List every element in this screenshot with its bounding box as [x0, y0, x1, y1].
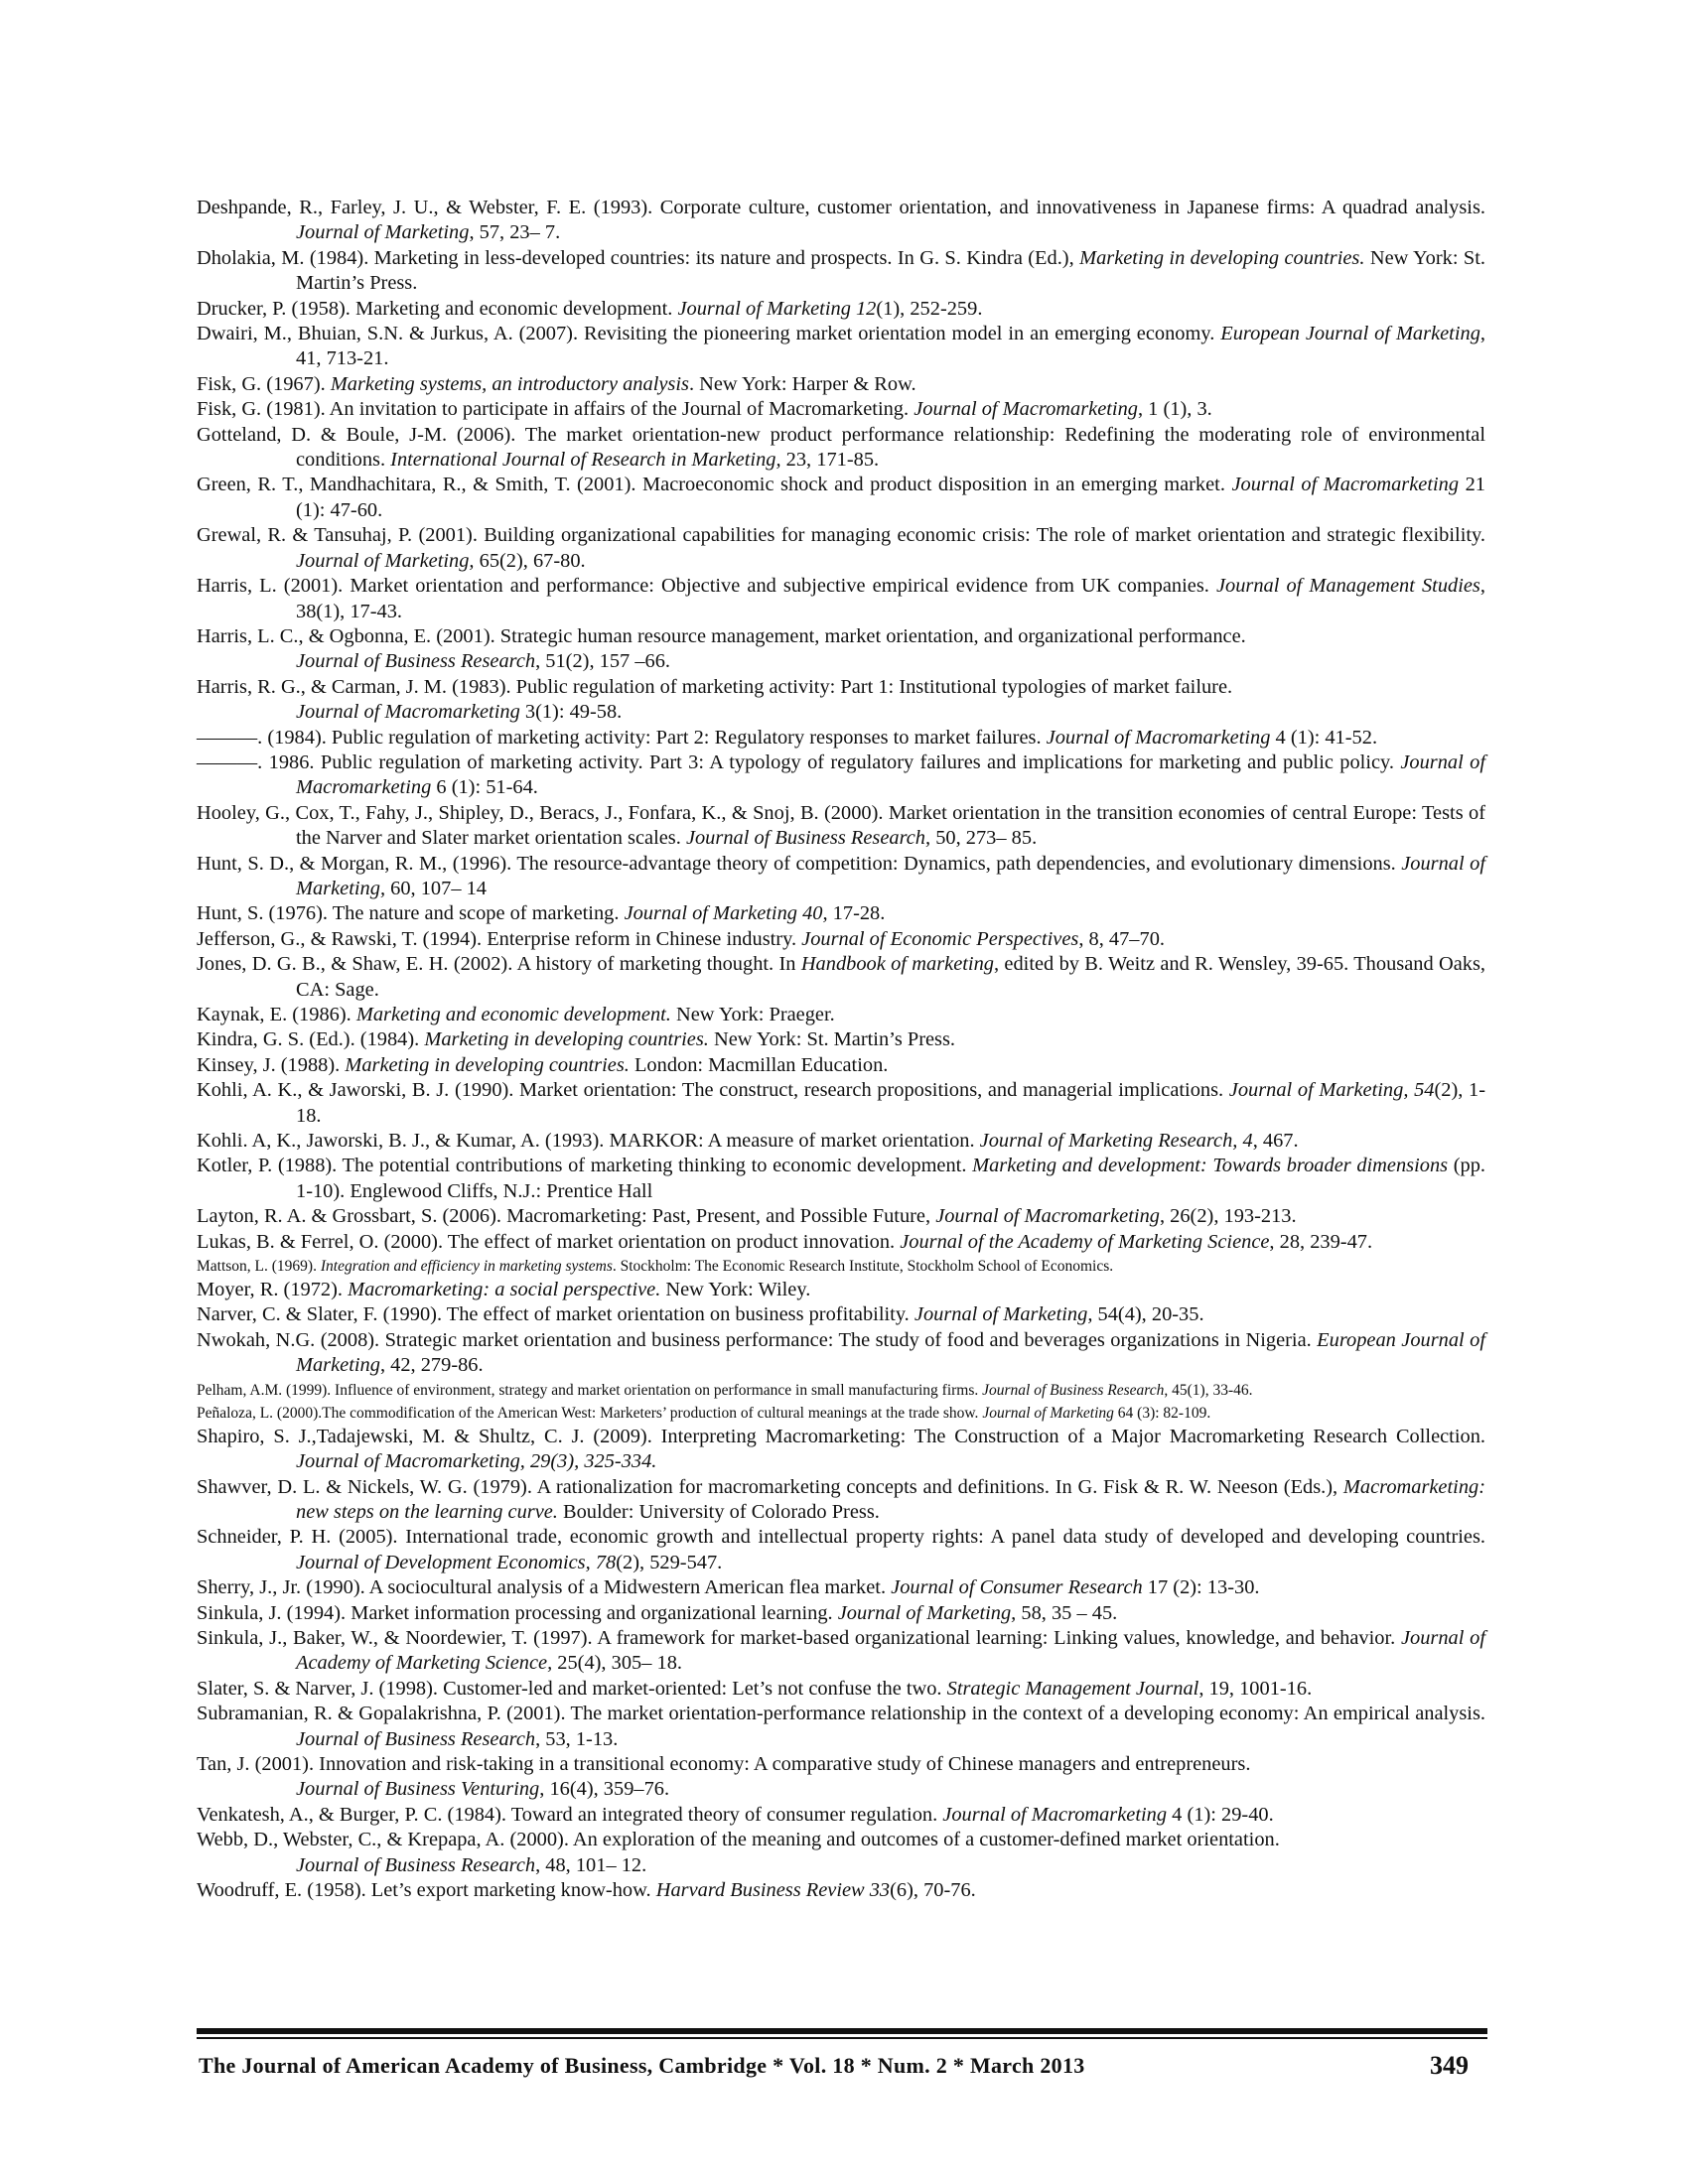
reference-entry [197, 322, 1485, 372]
reference-text: Shapiro, S. J.,Tadajewski, M. & Shultz, C. J. (2009). Interpreting Macromarketing: The Construction of a Major Macromarketing Research Collection. [197, 1425, 1485, 1447]
reference-entry [197, 1702, 1485, 1752]
reference-text: Boulder: University of Colorado Press. [557, 1500, 880, 1523]
reference-text: Kinsey, J. (1988). [197, 1053, 346, 1076]
reference-entry [197, 246, 1485, 297]
reference-text: Hooley, G., Cox, T., Fahy, J., Shipley, D., Beracs, J., Fonfara, K., & Snoj, B. (2000). Market orientation in the transition economies of central Europe: Tests of the Narver and Slater market orientation scales. [197, 801, 1485, 850]
reference-text: Peñaloza, L. (2000).The commodification of the American West: Marketers’ production of cultural meanings at the trade show. [197, 1404, 983, 1422]
reference-entry [197, 397, 1485, 422]
reference-text: Grewal, R. & Tansuhaj, P. (2001). Building organizational capabilities for managing economic crisis: The role of market orientation and strategic flexibility. [197, 524, 1485, 547]
reference-text: Deshpande, R., Farley, J. U., & Webster, F. E. (1993). Corporate culture, customer orientation, and innovativeness in Japanese firms: A quadrad analysis. [197, 197, 1485, 218]
reference-text: , 57, 23– 7. [469, 221, 561, 244]
reference-text: Harris, L. (2001). Market orientation and performance: Objective and subjective empirical evidence from UK companies. [197, 575, 1216, 598]
reference-source-title: Journal of Macromarketing [914, 398, 1138, 421]
reference-text: 6 (1): 51-64. [431, 776, 538, 799]
footer-journal-info: The Journal of American Academy of Business, Cambridge * Vol. 18 * Num. 2 * March 2013 [199, 2053, 1085, 2078]
reference-text: Green, R. T., Mandhachitara, R., & Smith, T. (2001). Macroeconomic shock and product disposition in an emerging market. [197, 474, 1232, 496]
reference-source-title: Journal of Marketing 12 [677, 297, 877, 320]
reference-text: Lukas, B. & Ferrel, O. (2000). The effect of market orientation on product innovation. [197, 1230, 901, 1253]
reference-entry [197, 1626, 1485, 1677]
reference-source-title: Journal of the Academy of Marketing Science [900, 1230, 1270, 1253]
reference-entry [197, 1601, 1485, 1626]
reference-entry [197, 624, 1485, 675]
reference-entry [197, 801, 1485, 852]
reference-entry [197, 423, 1485, 474]
reference-text: Narver, C. & Slater, F. (1990). The effect of market orientation on business profitability. [197, 1303, 914, 1326]
reference-source-title: Macromarketing: new steps on the learning curve. [296, 1475, 1485, 1523]
footer-rule-thin [197, 2037, 1487, 2039]
reference-source-title: Marketing in developing countries. [345, 1053, 630, 1076]
reference-text: Gotteland, D. & Boule, J-M. (2006). The market orientation-new product performance relationship: Redefining the moderating role of environmental conditions. [197, 423, 1485, 472]
reference-text: Kotler, P. (1988). The potential contributions of marketing thinking to economic development. [197, 1155, 973, 1177]
reference-source-title: Marketing in developing countries. [424, 1028, 709, 1051]
reference-text: , edited by B. Weitz and R. Wensley, 39-65. Thousand Oaks, CA: Sage. [296, 953, 1485, 1001]
reference-source-title: Journal of Business Research [982, 1381, 1165, 1399]
reference-text: Webb, D., Webster, C., & Krepapa, A. (2000). An exploration of the meaning and outcomes of a customer-defined market orientation. [197, 1829, 1280, 1851]
reference-entry [197, 901, 1485, 926]
reference-source-title: Journal of Macromarketing [296, 701, 520, 724]
reference-text: Kohli. A, K., Jaworski, B. J., & Kumar, A. (1993). MARKOR: A measure of market orientation. [197, 1130, 980, 1153]
reference-text: , 48, 101– 12. [535, 1853, 647, 1876]
reference-entry [197, 372, 1485, 397]
reference-text: New York: St. Martin’s Press. [296, 246, 1485, 295]
reference-source-title: Journal of Development Economics, 78 [296, 1551, 617, 1573]
reference-source-title: Journal of Economic Perspectives [801, 927, 1079, 950]
reference-text: ———. 1986. Public regulation of marketing activity. Part 3: A typology of regulatory failures and implications for marketing and public policy. [197, 751, 1401, 773]
reference-text: Jones, D. G. B., & Shaw, E. H. (2002). A history of marketing thought. In [197, 953, 801, 976]
reference-entry [197, 1425, 1485, 1475]
reference-entry [197, 1003, 1485, 1027]
reference-entry [197, 675, 1485, 726]
reference-text: Sinkula, J., Baker, W., & Noordewier, T. (1997). A framework for market-based organizational learning: Linking values, knowledge, and behavior. [197, 1626, 1401, 1649]
reference-text: , 51(2), 157 –66. [535, 650, 671, 673]
reference-text: Woodruff, E. (1958). Let’s export marketing know-how. [197, 1879, 656, 1901]
reference-text: , 19, 1001-16. [1198, 1677, 1313, 1700]
reference-text: 3(1): 49-58. [519, 701, 623, 724]
reference-text: Mattson, L. (1969). [197, 1258, 321, 1276]
reference-entry [197, 1402, 1485, 1425]
reference-entry [197, 574, 1485, 624]
reference-source-title: Journal of Academy of Marketing Science, [296, 1626, 1485, 1675]
reference-entry [197, 1204, 1485, 1229]
reference-text: . New York: Harper & Row. [688, 372, 916, 395]
reference-text: Venkatesh, A., & Burger, P. C. (1984). Toward an integrated theory of consumer regulation. [197, 1803, 943, 1826]
reference-source-title: Journal of Marketing, [914, 1303, 1093, 1326]
reference-text: , 28, 239-47. [1269, 1230, 1373, 1253]
reference-text: Tan, J. (2001). Innovation and risk-taking in a transitional economy: A comparative study of Chinese managers and entrepreneurs. [197, 1752, 1251, 1775]
reference-text: Sherry, J., Jr. (1990). A sociocultural analysis of a Midwestern American flea market. [197, 1576, 892, 1599]
reference-text: (2), 529-547. [616, 1551, 723, 1573]
reference-source-title: Journal of Macromarketing [935, 1205, 1160, 1228]
reference-text: , 1 (1), 3. [1137, 398, 1212, 421]
reference-text: (6), 70-76. [890, 1879, 976, 1901]
reference-source-title: Journal of Marketing [982, 1404, 1114, 1422]
reference-entry [197, 1053, 1485, 1078]
reference-source-title: Journal of Business Research, [685, 827, 931, 850]
reference-source-title: Journal of Marketing [296, 221, 470, 244]
reference-source-title: European Journal of Marketing [296, 1328, 1485, 1377]
reference-entry [197, 927, 1485, 952]
reference-source-title: Marketing in developing countries. [1079, 246, 1365, 269]
reference-text: Dwairi, M., Bhuian, S.N. & Jurkus, A. (2007). Revisiting the pioneering market orientation model in an emerging economy. [197, 323, 1221, 345]
reference-source-title: Journal of Marketing, 54 [1228, 1079, 1435, 1102]
reference-text: 64 (3): 82-109. [1113, 1404, 1211, 1422]
reference-source-title: Journal of Marketing, [296, 549, 475, 572]
reference-source-title: Journal of Macromarketing [1046, 726, 1271, 749]
reference-entry [197, 196, 1485, 246]
reference-source-title: Journal of Marketing, [837, 1601, 1017, 1624]
reference-entry [197, 1078, 1485, 1129]
reference-text: Drucker, P. (1958). Marketing and economic development. [197, 297, 678, 320]
reference-source-title: Strategic Management Journal [946, 1677, 1199, 1700]
reference-text: , 16(4), 359–76. [539, 1778, 670, 1801]
reference-text: 58, 35 – 45. [1016, 1601, 1118, 1624]
reference-text: 21 (1): 47-60. [296, 474, 1485, 521]
page-number: 349 [1430, 2051, 1469, 2080]
reference-text: Hunt, S. D., & Morgan, R. M., (1996). The resource-advantage theory of competition: Dynamics, path dependencies, and evolutionary dimensions. [197, 852, 1402, 875]
reference-text: Fisk, G. (1967). [197, 372, 331, 395]
reference-text: Schneider, P. H. (2005). International trade, economic growth and intellectual property rights: A panel data study of developed and developing countries. [197, 1526, 1485, 1549]
reference-text: 4 (1): 41-52. [1270, 726, 1378, 749]
reference-source-title: Journal of Marketing Research, 4 [979, 1130, 1253, 1153]
reference-text: , 41, 713-21. [296, 323, 1485, 370]
reference-text: Harris, L. C., & Ogbonna, E. (2001). Strategic human resource management, market orientation, and organizational performance. [197, 624, 1246, 647]
reference-text: Slater, S. & Narver, J. (1998). Customer-led and market-oriented: Let’s not confuse the two. [197, 1677, 947, 1700]
reference-text: , 53, 1-13. [535, 1727, 619, 1750]
reference-text: Nwokah, N.G. (2008). Strategic market orientation and business performance: The study of food and beverages organizations in Nigeria. [197, 1328, 1318, 1351]
reference-entry [197, 523, 1485, 574]
reference-entry [197, 1129, 1485, 1154]
reference-text: 60, 107– 14 [385, 877, 487, 899]
reference-text: Layton, R. A. & Grossbart, S. (2006). Macromarketing: Past, Present, and Possible Future, [197, 1205, 936, 1228]
reference-text: (2), 1-18. [296, 1079, 1485, 1127]
reference-text: Jefferson, G., & Rawski, T. (1994). Enterprise reform in Chinese industry. [197, 927, 802, 950]
reference-entry [197, 1154, 1485, 1204]
reference-text: Harris, R. G., & Carman, J. M. (1983). Public regulation of marketing activity: Part 1: Institutional typologies of market failure. [197, 675, 1233, 698]
reference-entry [197, 1278, 1485, 1302]
reference-text: , 467. [1252, 1130, 1299, 1153]
reference-entry [197, 1575, 1485, 1600]
reference-source-title: Journal of Marketing, [296, 852, 1486, 899]
reference-entry [197, 1752, 1485, 1803]
reference-text: New York: St. Martin’s Press. [708, 1028, 956, 1051]
reference-entry [197, 1379, 1485, 1402]
reference-source-title: Marketing and development: Towards broader dimensions [972, 1155, 1449, 1177]
reference-text: , 45(1), 33-46. [1164, 1381, 1253, 1399]
reference-text: New York: Praeger. [670, 1004, 835, 1025]
reference-text: 54(4), 20-35. [1092, 1303, 1204, 1326]
reference-entry [197, 473, 1485, 523]
reference-text: 4 (1): 29-40. [1167, 1803, 1274, 1826]
reference-entry [197, 1255, 1485, 1278]
reference-text: 50, 273– 85. [930, 827, 1038, 850]
reference-text: . Stockholm: The Economic Research Institute, Stockholm School of Economics. [612, 1258, 1114, 1276]
reference-text: Sinkula, J. (1994). Market information processing and organizational learning. [197, 1601, 838, 1624]
reference-entry [197, 1803, 1485, 1828]
reference-entry [197, 1525, 1485, 1575]
reference-text: 65(2), 67-80. [474, 549, 586, 572]
reference-entry [197, 852, 1485, 902]
reference-entry [197, 1328, 1485, 1379]
reference-text: Kohli, A. K., & Jaworski, B. J. (1990). Market orientation: The construct, research propositions, and managerial implications. [197, 1079, 1229, 1102]
reference-entry [197, 952, 1485, 1003]
reference-source-title: Macromarketing: a social perspective. [348, 1279, 661, 1301]
reference-text: 17 (2): 13-30. [1142, 1576, 1260, 1599]
reference-text: ———. (1984). Public regulation of marketing activity: Part 2: Regulatory responses to market failures. [197, 726, 1047, 749]
reference-text: 17-28. [827, 902, 886, 925]
reference-source-title: Journal of Marketing 40, [624, 902, 828, 925]
reference-source-title: Marketing systems, an introductory analysis [330, 372, 689, 395]
reference-text: Dholakia, M. (1984). Marketing in less-developed countries: its nature and prospects. In G. S. Kindra (Ed.), [197, 246, 1080, 269]
reference-source-title: European Journal of Marketing [1220, 323, 1480, 345]
reference-text: Hunt, S. (1976). The nature and scope of marketing. [197, 902, 625, 925]
reference-entry [197, 1302, 1485, 1327]
reference-text: London: Macmillan Education. [629, 1053, 889, 1076]
reference-entry [197, 1475, 1485, 1526]
reference-text: Shawver, D. L. & Nickels, W. G. (1979). A rationalization for macromarketing concepts and definitions. In G. Fisk & R. W. Neeson (Eds.), [197, 1475, 1343, 1498]
reference-entry [197, 1828, 1485, 1878]
footer-rule [197, 2028, 1487, 2034]
reference-source-title: Journal of Macromarketing, 29(3), 325-334. [296, 1450, 657, 1473]
reference-text: (pp. 1-10). Englewood Cliffs, N.J.: Prentice Hall [296, 1155, 1485, 1202]
reference-text: , 38(1), 17-43. [296, 575, 1485, 622]
reference-entry [197, 1230, 1485, 1255]
reference-text: , 42, 279-86. [379, 1354, 484, 1377]
reference-entry [197, 726, 1485, 751]
reference-source-title: Harvard Business Review 33 [655, 1879, 891, 1901]
reference-source-title: Journal of Business Venturing [296, 1778, 540, 1801]
reference-text: Kaynak, E. (1986). [197, 1004, 356, 1025]
reference-source-title: Handbook of marketing [800, 953, 994, 976]
reference-list [197, 196, 1485, 1903]
reference-source-title: Journal of Macromarketing [1231, 474, 1460, 496]
reference-text: Pelham, A.M. (1999). Influence of environment, strategy and market orientation on performance in small manufacturing firms. [197, 1381, 983, 1399]
reference-text: Moyer, R. (1972). [197, 1279, 349, 1301]
reference-entry [197, 1878, 1485, 1903]
reference-source-title: Journal of Consumer Research [891, 1576, 1143, 1599]
reference-source-title: Journal of Macromarketing [296, 751, 1486, 799]
reference-text: (1), 252-259. [876, 297, 983, 320]
reference-text: Kindra, G. S. (Ed.). (1984). [197, 1028, 425, 1051]
reference-source-title: Marketing and economic development. [355, 1004, 671, 1025]
reference-text: Subramanian, R. & Gopalakrishna, P. (2001). The market orientation-performance relationship in the context of a developing economy: An empirical analysis. [197, 1703, 1485, 1725]
reference-entry [197, 297, 1485, 322]
reference-text: 23, 171-85. [780, 449, 880, 472]
reference-text: , 26(2), 193-213. [1159, 1205, 1297, 1228]
reference-text: , 8, 47–70. [1078, 927, 1165, 950]
reference-source-title: International Journal of Research in Marketing, [390, 449, 781, 472]
reference-source-title: Journal of Business Research [296, 650, 536, 673]
reference-entry [197, 751, 1485, 801]
reference-entry [197, 1027, 1485, 1052]
reference-source-title: Journal of Macromarketing [942, 1803, 1168, 1826]
reference-text: 25(4), 305– 18. [552, 1652, 682, 1675]
reference-source-title: Journal of Management Studies [1215, 575, 1480, 598]
reference-entry [197, 1677, 1485, 1702]
reference-text: New York: Wiley. [660, 1279, 811, 1301]
reference-text: Fisk, G. (1981). An invitation to participate in affairs of the Journal of Macromarketing. [197, 398, 914, 421]
reference-source-title: Journal of Business Research [296, 1853, 536, 1876]
reference-source-title: Journal of Business Research [296, 1727, 536, 1750]
reference-source-title: Integration and efficiency in marketing systems [320, 1258, 613, 1276]
